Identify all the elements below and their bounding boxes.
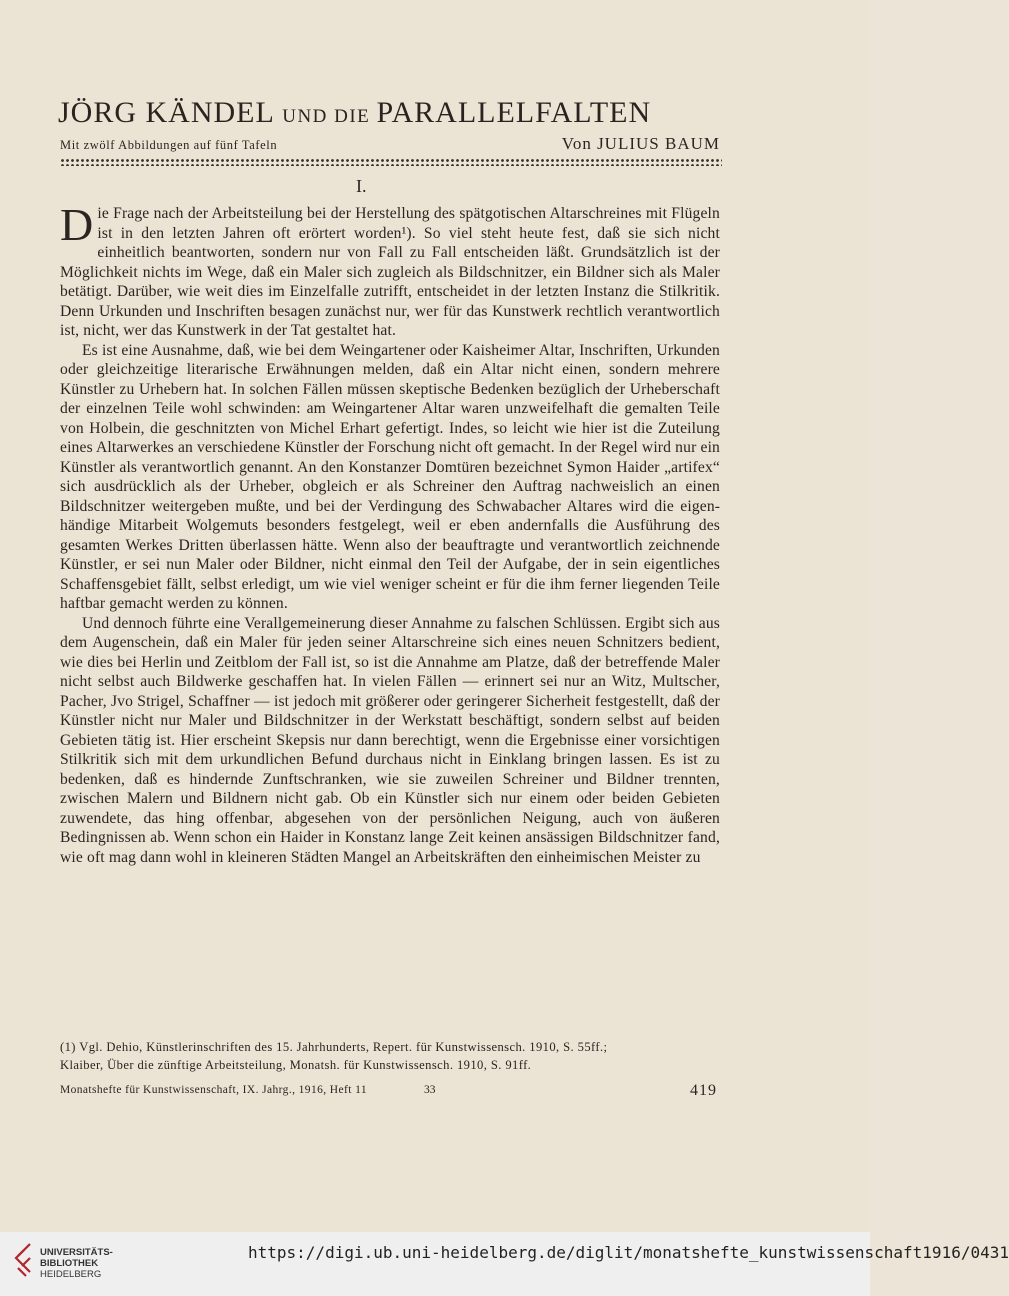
author-line: Von JULIUS BAUM — [561, 134, 720, 153]
library-logo-text[interactable]: UNIVERSITÄTS- BIBLIOTHEK HEIDELBERG — [40, 1247, 113, 1280]
drop-cap: D — [60, 199, 94, 250]
page-number: 419 — [690, 1082, 717, 1099]
paragraph-3: Und dennoch führte eine Verallgemeinerung dieser Annahme zu falschen Schlüssen. Ergibt sich aus dem Augenschein, daß ein Maler für jeden seiner Altarschreine sich eines neuen Schnitzers bedient, wie dies bei Herlin und Zeitblom der Fall ist, so ist die Annahme am Platze, daß der betreffende Maler nicht selbst auch Bildwerke geschaffen hat. In vielen Fällen — erinnert sei nur an Witz, Multscher, Pacher, Jvo Strigel, Schaffner — ist jedoch mit größerer oder geringerer Sicherheit festgestellt, daß der Künstler nicht nur Maler und Bildschnitzer in der Werkstatt beschäftigt, sondern selbst auf beiden Gebieten tätig ist. Hier erscheint Skepsis nur dann berechtigt, wenn die Ergebnisse einer vorsichtigen Stilkritik sich mit dem urkundlichen Befund durchaus nicht in Einklang bringen lassen. Es ist zu bedenken, daß es hindernde Zunftschranken, wie sie zuweilen Schreiner und Bildner trennten, zwischen Malern und Bildnern nicht gab. Ob ein Künstler sich nur einem oder beiden Gebieten zuwendete, das hing offenbar, abgesehen von der persönlichen Neigung, auch von äußeren Bedingnissen ab. Wenn schon ein Haider in Konstanz lange Zeit keinen ansässigen Bildschnitzer fand, wie oft mag dann wohl in kleineren Städten Mangel an Arbeitskräften den einheimischen Meister zu — [60, 614, 720, 866]
signature-mark: 33 — [424, 1084, 436, 1096]
footnote — [60, 1038, 720, 1074]
journal-footer: Monatshefte für Kunstwissenschaft, IX. Jahrg., 1916, Heft 11 — [60, 1084, 367, 1096]
paragraph-2: Es ist eine Ausnahme, daß, wie bei dem Weingartener oder Kaisheimer Altar, Inschriften, Urkunden oder gleichzeitige literarische Erwähnungen melden, daß ein Altar nicht einen, sondern mehrere Künstler zu Urhebern hat. In solchen Fällen müssen skeptische Bedenken bezüglich der Urheberschaft der einzelnen Teile wohl schwinden: am Weingartener Altar waren unzweifelhaft die gemalten Teile von Holbein, die geschnitzten von Michel Erhart gefertigt. Indes, so leicht wie hier ist die Zuteilung eines Altarwerkes an verschiedene Künstler der Forschung nicht oft gemacht. In der Regel wird nur ein Künstler als verantwortlich genannt. An den Konstanzer Domtüren bezeichnet Symon Haider „artifex“ sich ausdrücklich als der Urheber, obgleich er als Schreiner den Auftrag nachweislich an einen Bildschnitzer weitergeben mußte, und bei der Verdingung des Schwabacher Altares wird die eigenhändige Mitarbeit Wolgemuts besonders festgelegt, weil er eben andernfalls die Ausführung des gesamten Werkes Dritten überlassen hätte. Wenn also der beauftragte und verantwortlich zeichnende Künstler, er sei nun Maler oder Bildner, nicht einmal den Teil der Aufgabe, der in sein eigentliches Schaffensgebiet fällt, selbst erledigt, um wie viel weniger scheint er für die ihm ferner liegenden Teile haftbar gemacht werden zu können. — [60, 341, 720, 612]
section-number: I. — [356, 176, 367, 196]
paragraph-1: Die Frage nach der Arbeitsteilung bei der Herstellung des spätgotischen Altarschreines mit Flügeln ist in den letzten Jahren oft erörtert worden¹). So viel steht heute fest, daß sie sich nicht einheitlich beantworten, sondern nur von Fall zu Fall entscheiden läßt. Grundsätzlich ist der Möglichkeit nichts im Wege, daß ein Maler sich zugleich als Bildschnitzer, ein Bildner sich als Maler betätigt. Darüber, wie weit dies im Einzelfalle zutrifft, entscheidet in der letzten Instanz die Stilkritik. Denn Urkunden und Inschriften besagen zunächst nur, wer für das Kunstwerk rechtlich verantwortlich ist, nicht, wer das Kunstwerk in der Tat gestaltet hat. — [60, 199, 720, 339]
library-logo-icon[interactable] — [10, 1241, 34, 1281]
dotted-ornament-rule — [60, 158, 722, 166]
footnote-line-2: Klaiber, Über die zünftige Arbeitsteilung, Monatsh. für Kunstwissensch. 1910, S. 91ff. — [60, 1058, 532, 1072]
footnote-line-1: (1) Vgl. Dehio, Künstlerinschriften des 15. Jahrhunderts, Repert. für Kunstwissensch. 1910, S. 55ff.; — [60, 1040, 608, 1054]
subtitle: Mit zwölf Abbildungen auf fünf Tafeln — [60, 138, 278, 152]
title-connector: UND DIE — [282, 106, 377, 127]
article-body — [60, 199, 720, 867]
article-title: JÖRG KÄNDEL UND DIE PARALLELFALTEN — [58, 96, 652, 129]
permalink-url[interactable]: https://digi.ub.uni-heidelberg.de/diglit/monatshefte_kunstwissenschaft1916/0431 — [248, 1243, 1009, 1262]
viewer-footer-bar — [0, 1232, 870, 1296]
